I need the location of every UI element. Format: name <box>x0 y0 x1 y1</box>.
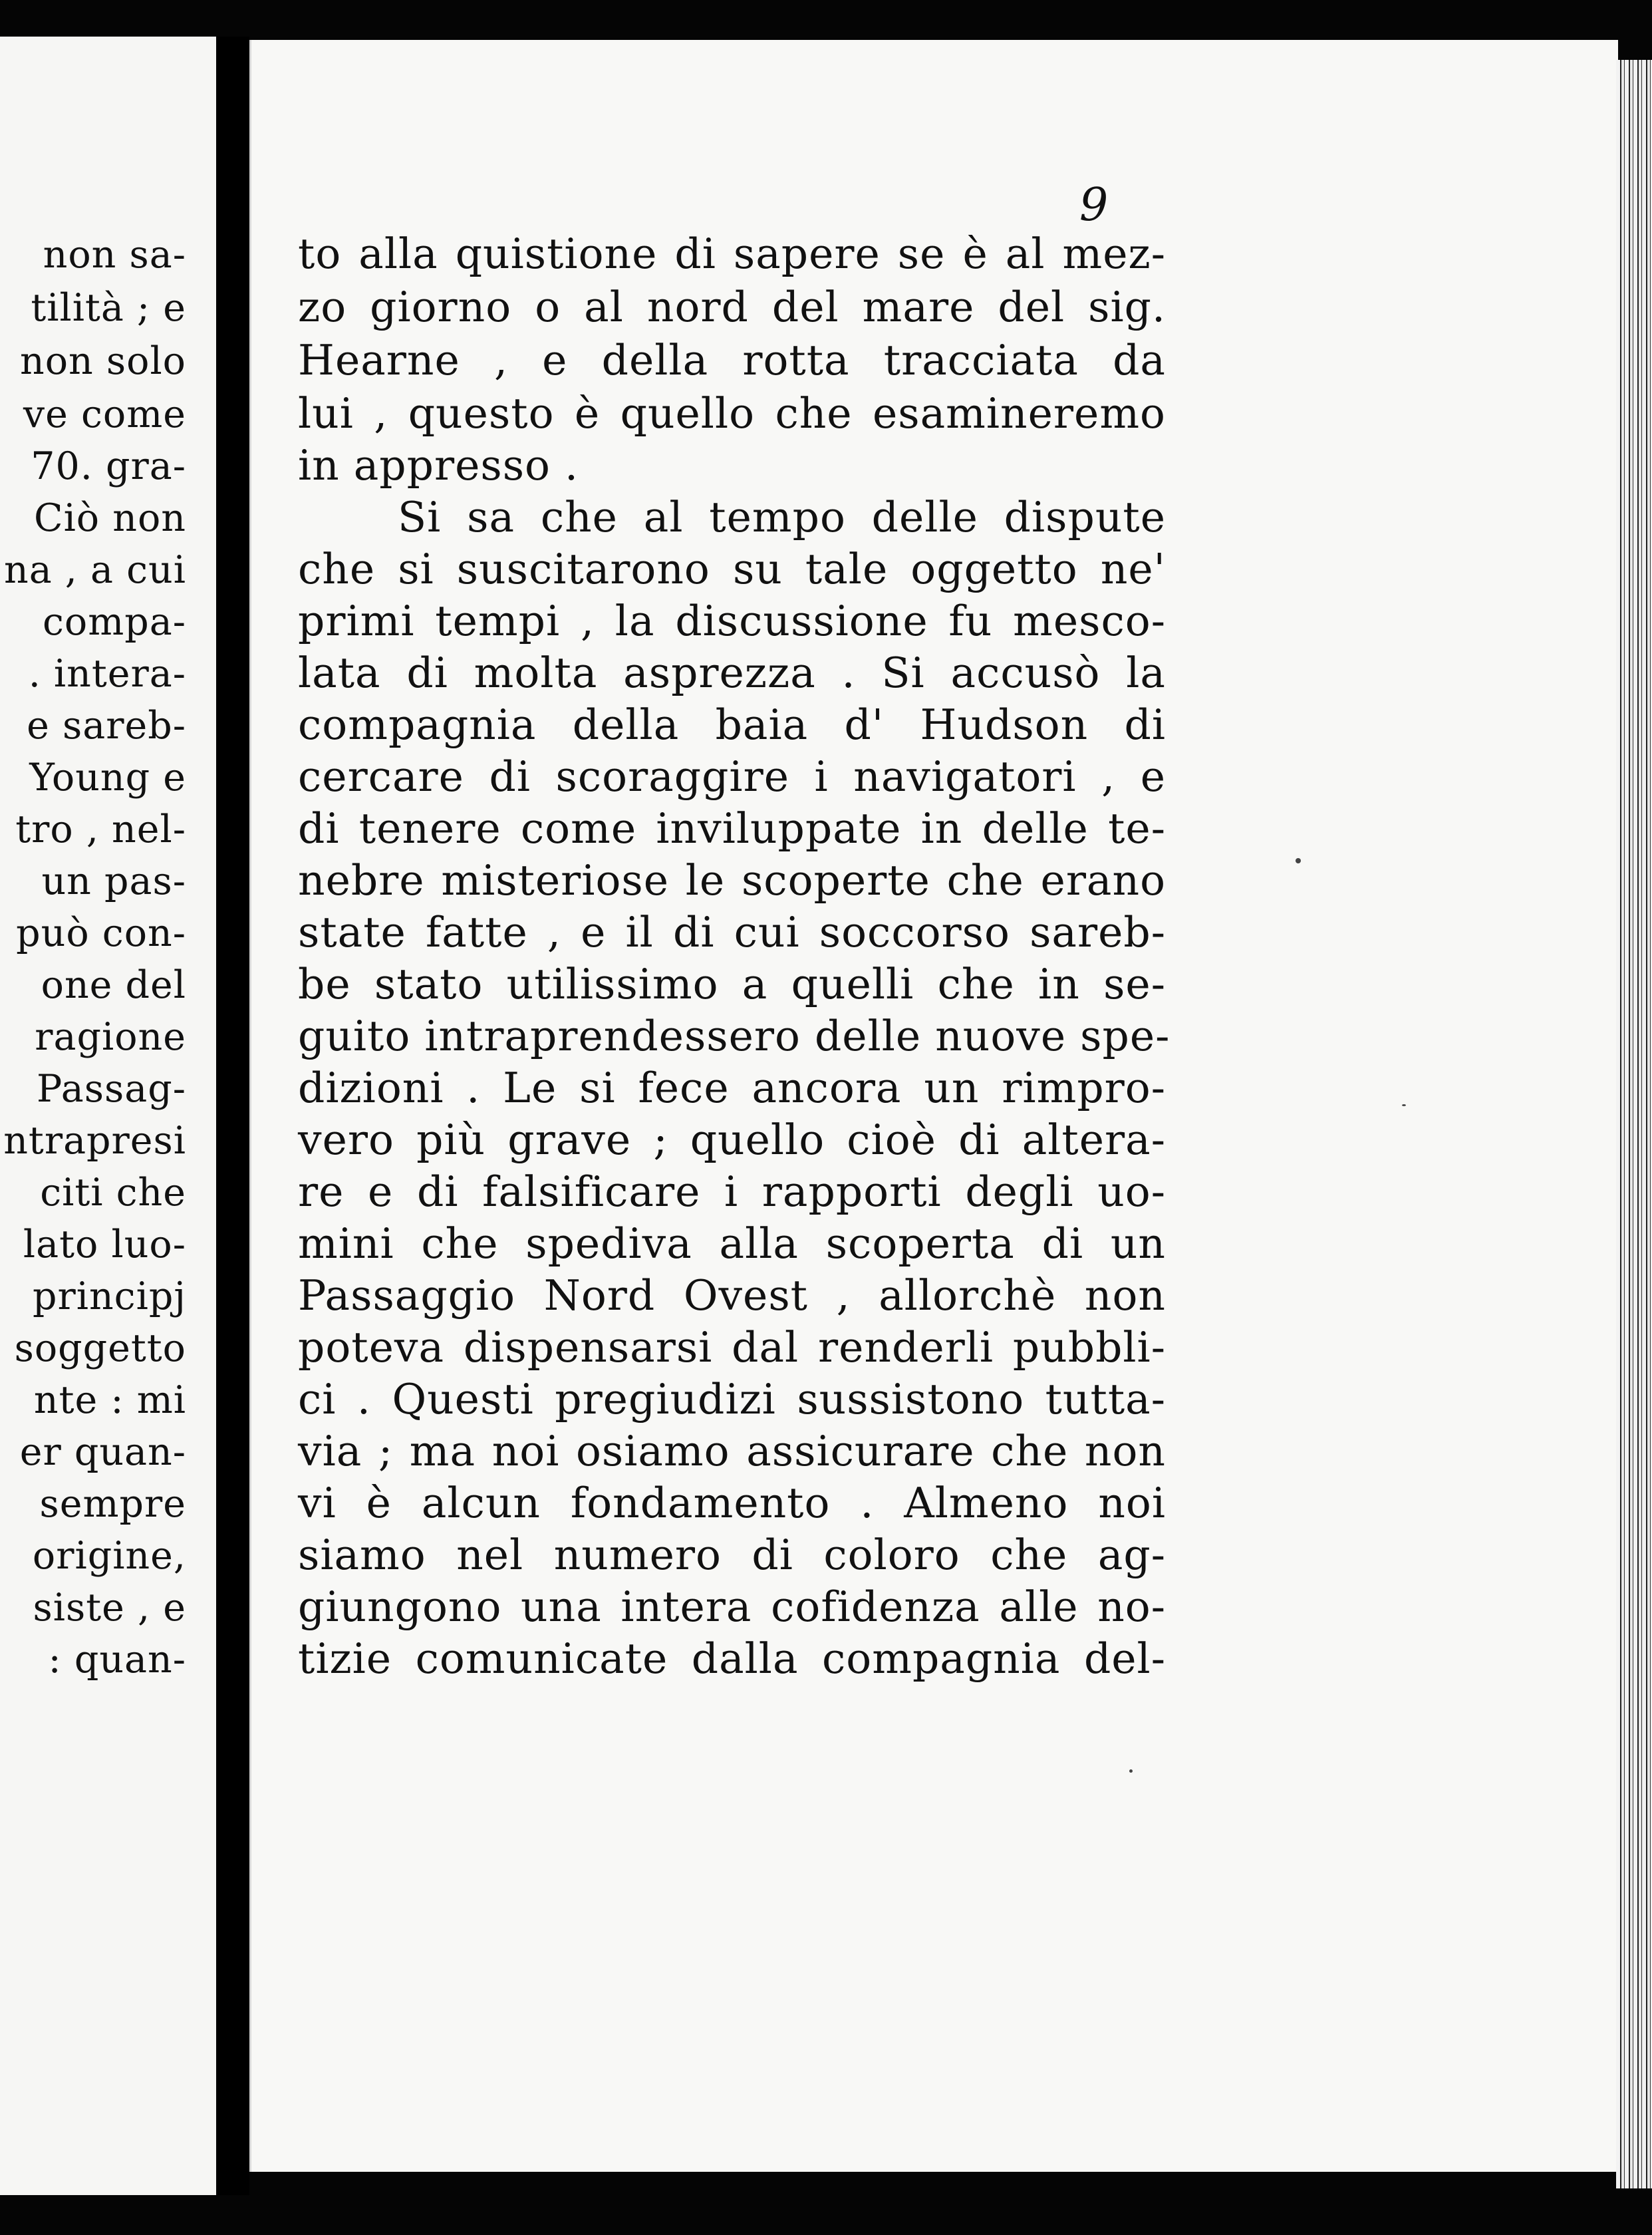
left-page-line: soggetto <box>14 1326 186 1370</box>
left-page-line: Young e <box>29 756 186 800</box>
body-text-line: via ; ma noi osiamo assicurare che non <box>298 1427 1166 1475</box>
left-page-line: siste , e <box>33 1586 186 1630</box>
left-page-line: non solo <box>20 339 186 383</box>
body-text-line: cercare di scoraggire i navigatori , e <box>298 752 1166 801</box>
body-text-line: guito intraprendessero delle nuove spe- <box>298 1012 1170 1060</box>
left-page-line: non sa- <box>43 233 186 277</box>
body-text-line: ci . Questi pregiudizi sussistono tutta- <box>298 1375 1166 1423</box>
left-page-line: e sareb- <box>27 704 186 748</box>
body-text-line: lata di molta asprezza . Si accusò la <box>298 649 1166 697</box>
left-page-line: tro , nel- <box>15 808 186 851</box>
current-page <box>249 40 1618 2172</box>
left-page-line: Ciò non <box>33 496 186 540</box>
left-page-line: ve come <box>23 392 186 436</box>
body-text-line: mini che spediva alla scoperta di un <box>298 1219 1166 1268</box>
left-page-line: one del <box>41 963 186 1007</box>
left-page-line: lato luo- <box>23 1223 186 1266</box>
left-page-line: compa- <box>42 600 186 644</box>
body-text-line: Hearne , e della rotta tracciata da <box>298 336 1166 384</box>
left-page-line: . intera- <box>28 652 186 696</box>
left-page-line: na , a cui <box>3 548 186 592</box>
left-page-line: sempre <box>39 1482 186 1526</box>
body-text-line: in appresso . <box>298 441 579 490</box>
body-text-line: che si suscitarono su tale oggetto ne' <box>298 545 1166 593</box>
page-edge-stack <box>1616 60 1652 2188</box>
left-page-line: 70. gra- <box>31 444 186 488</box>
scan-speck <box>1402 1104 1406 1106</box>
body-text-line: state fatte , e il di cui soccorso sareb- <box>298 908 1166 957</box>
body-text-line: vi è alcun fondamento . Almeno noi <box>298 1479 1166 1527</box>
body-text-line: primi tempi , la discussione fu mesco- <box>298 597 1166 645</box>
body-text-line: dizioni . Le si fece ancora un rimpro- <box>298 1064 1166 1112</box>
body-text-line: nebre misteriose le scoperte che erano <box>298 856 1166 905</box>
left-page-line: Passag- <box>36 1067 186 1111</box>
scan-speck <box>1296 858 1301 863</box>
page-number: 9 <box>1079 179 1109 231</box>
left-page-line: citi che <box>40 1171 186 1215</box>
left-page-line: ragione <box>35 1015 186 1059</box>
body-text-line: re e di falsificare i rapporti degli uo- <box>298 1167 1166 1216</box>
left-page-line: er quan- <box>19 1430 186 1474</box>
body-text-line: di tenere come inviluppate in delle te- <box>298 804 1166 853</box>
left-page-line: un pas- <box>41 859 186 903</box>
body-text-line: to alla quistione di sapere se è al mez- <box>298 229 1166 278</box>
left-page-line: principj <box>33 1274 186 1318</box>
left-page-line: nte : mi <box>33 1378 186 1422</box>
body-text-line: poteva dispensarsi dal renderli pubbli- <box>298 1323 1166 1372</box>
body-text-line: Passaggio Nord Ovest , allorchè non <box>298 1271 1166 1320</box>
left-page-line: origine, <box>32 1534 186 1578</box>
body-text-line: tizie comunicate dalla compagnia del- <box>298 1634 1166 1683</box>
body-text-line: vero più grave ; quello cioè di altera- <box>298 1116 1166 1164</box>
body-text-line: giungono una intera cofidenza alle no- <box>298 1582 1166 1631</box>
left-page-line: tilità ; e <box>31 286 186 330</box>
body-text-line: be stato utilissimo a quelli che in se- <box>298 960 1166 1008</box>
body-text-line: zo giorno o al nord del mare del sig. <box>298 283 1166 331</box>
previous-page-fragment <box>0 37 217 2195</box>
book-gutter <box>216 37 249 2195</box>
left-page-line: può con- <box>16 911 186 955</box>
body-text-line: Si sa che al tempo delle dispute <box>398 493 1166 541</box>
body-text-line: compagnia della baia d' Hudson di <box>298 700 1166 749</box>
left-page-line: ntrapresi <box>3 1119 186 1163</box>
left-page-line: : quan- <box>48 1638 186 1682</box>
body-text-line: siamo nel numero di coloro che ag- <box>298 1531 1166 1579</box>
body-text-line: lui , questo è quello che esamineremo <box>298 389 1166 438</box>
scan-speck <box>1129 1769 1133 1773</box>
